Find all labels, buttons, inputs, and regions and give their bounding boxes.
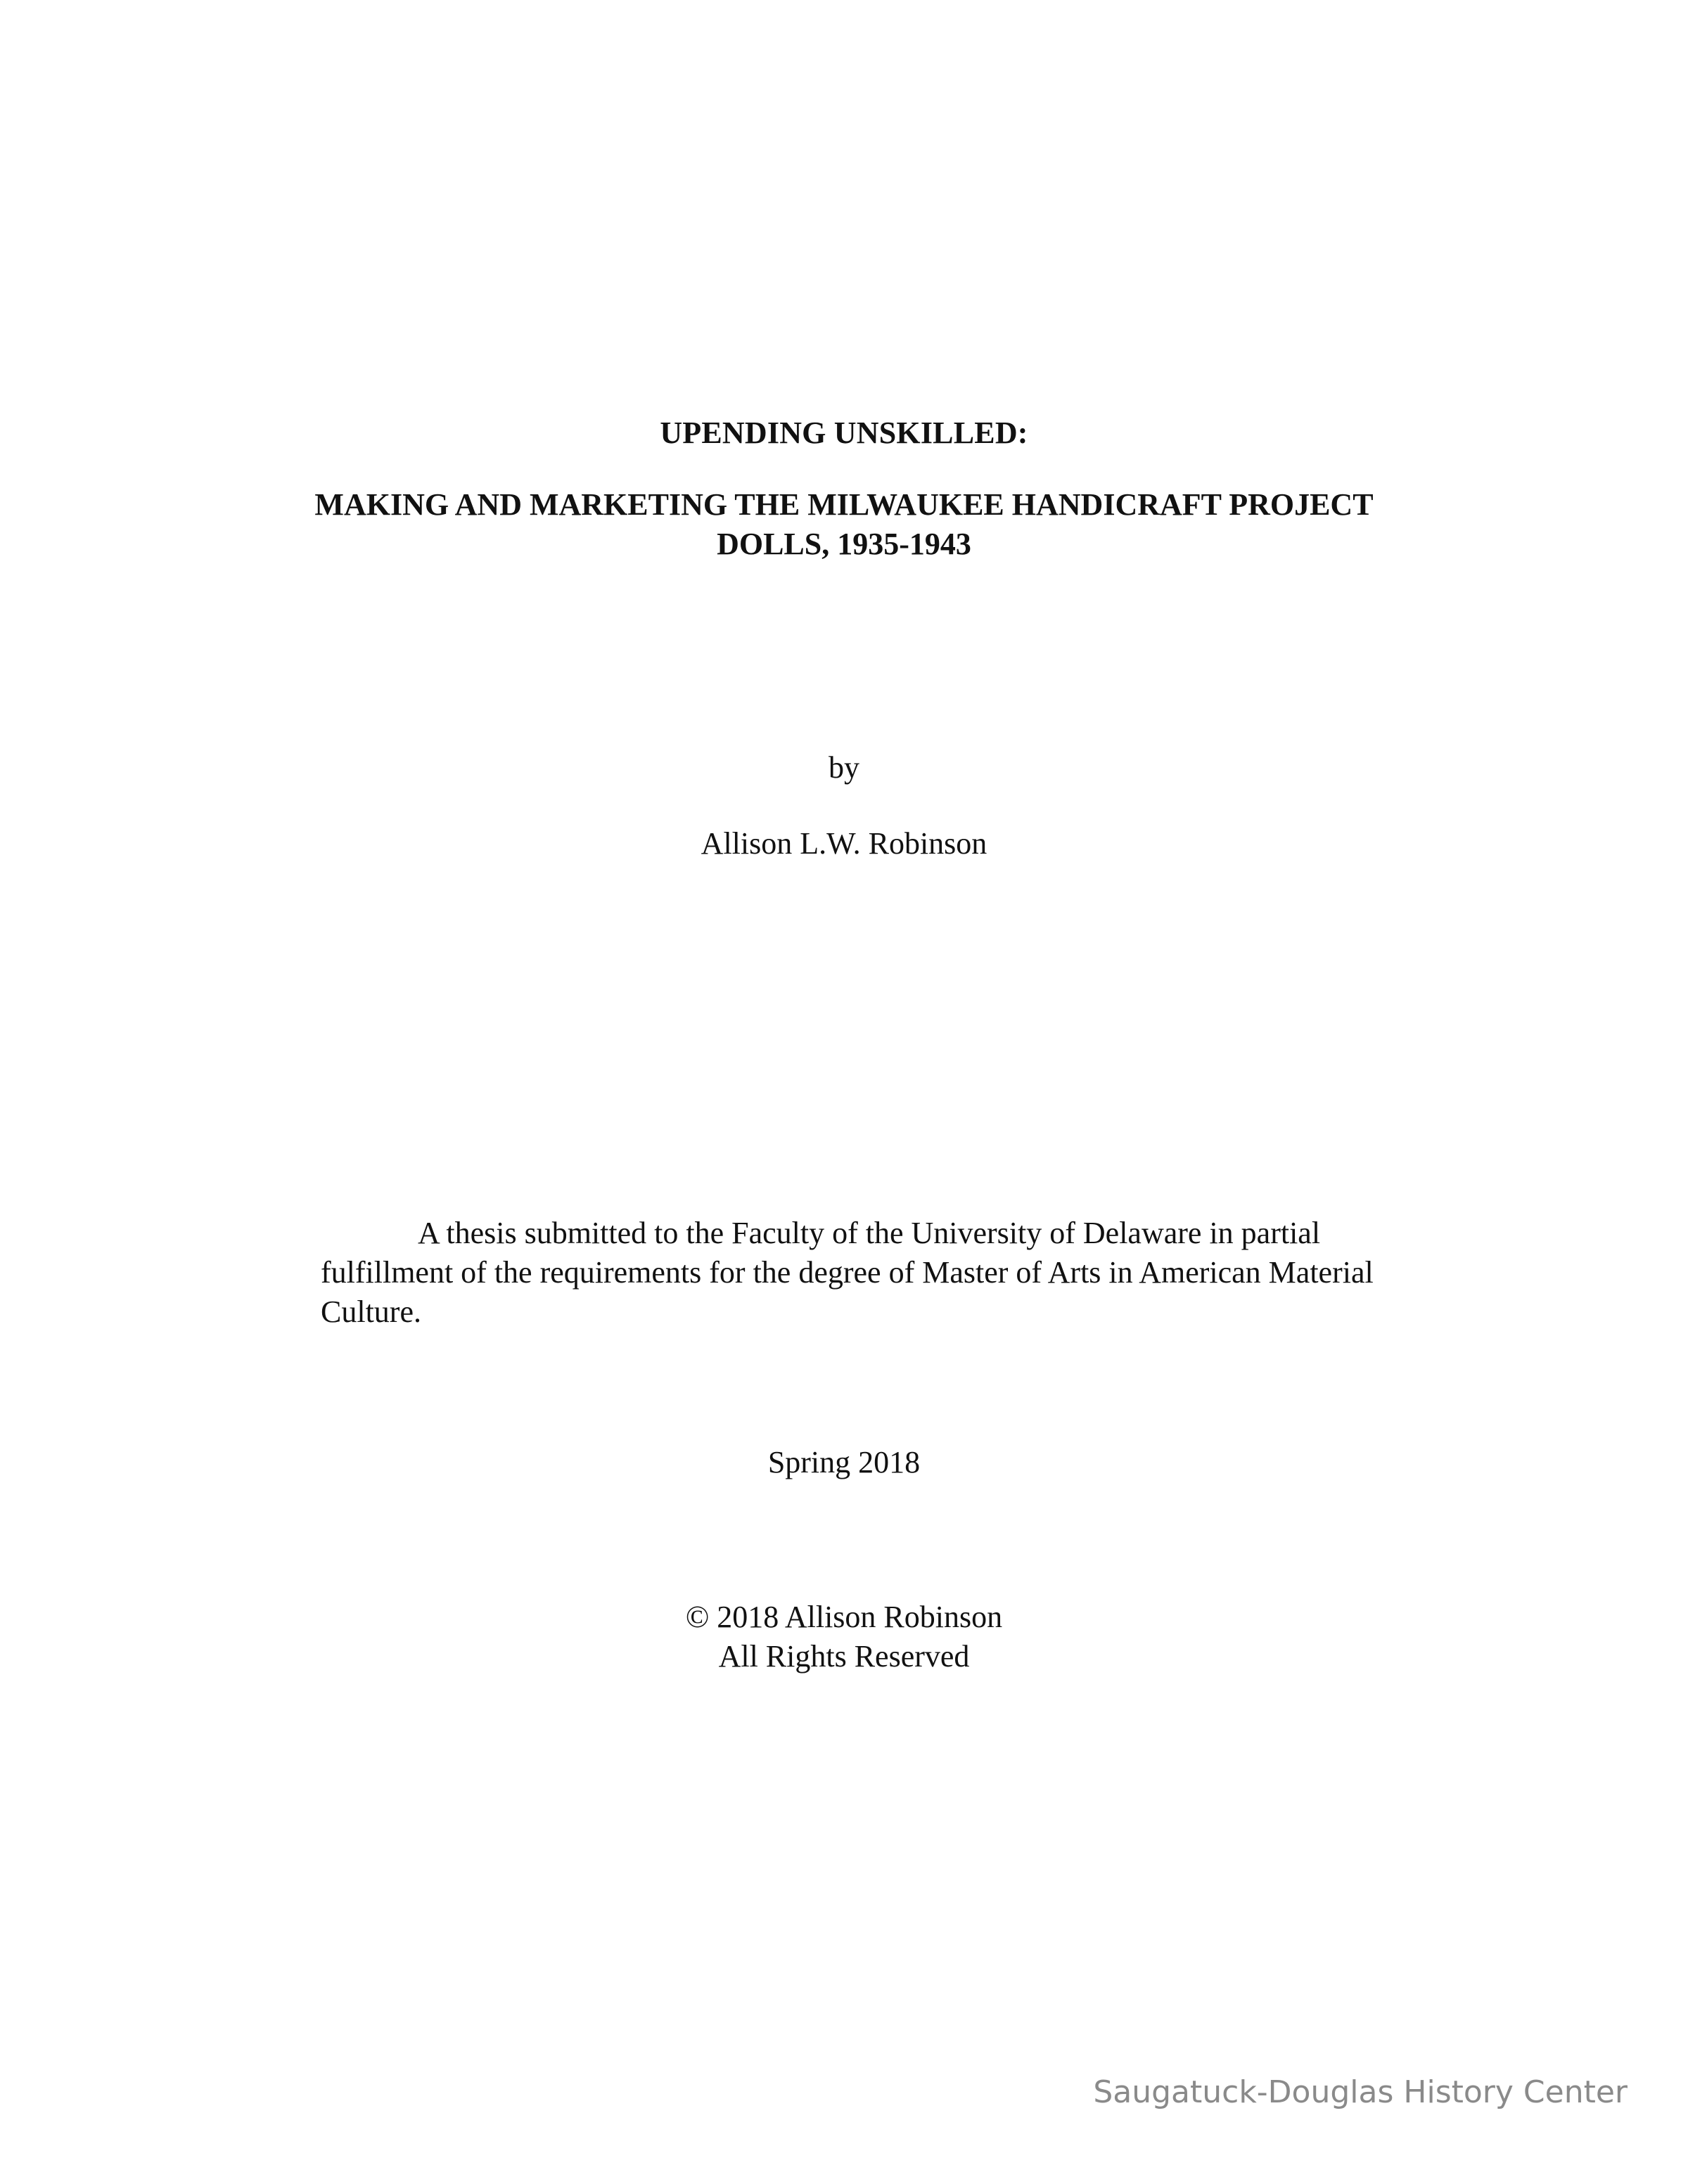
submission-date: Spring 2018	[767, 1445, 921, 1479]
by-label: by	[829, 750, 859, 785]
statement-line: A thesis submitted to the Faculty of the University of Delaware in partial	[418, 1216, 1321, 1250]
author-name: Allison L.W. Robinson	[701, 826, 987, 861]
subtitle-line: DOLLS, 1935-1943	[717, 527, 971, 561]
statement-line: Culture.	[321, 1295, 421, 1329]
statement-line: fulfillment of the requirements for the degree of Master of Arts in American Material	[321, 1255, 1374, 1290]
history-center-watermark: Saugatuck-Douglas History Center	[1093, 2074, 1628, 2110]
submission-statement	[321, 1214, 1460, 1332]
subtitle-line: MAKING AND MARKETING THE MILWAUKEE HANDICRAFT PROJECT	[314, 487, 1374, 522]
copyright-line: © 2018 Allison Robinson	[685, 1600, 1003, 1634]
rights-line: All Rights Reserved	[718, 1639, 970, 1674]
thesis-subtitle	[0, 485, 1688, 564]
copyright-notice	[0, 1598, 1688, 1676]
thesis-title: UPENDING UNSKILLED:	[660, 416, 1028, 450]
